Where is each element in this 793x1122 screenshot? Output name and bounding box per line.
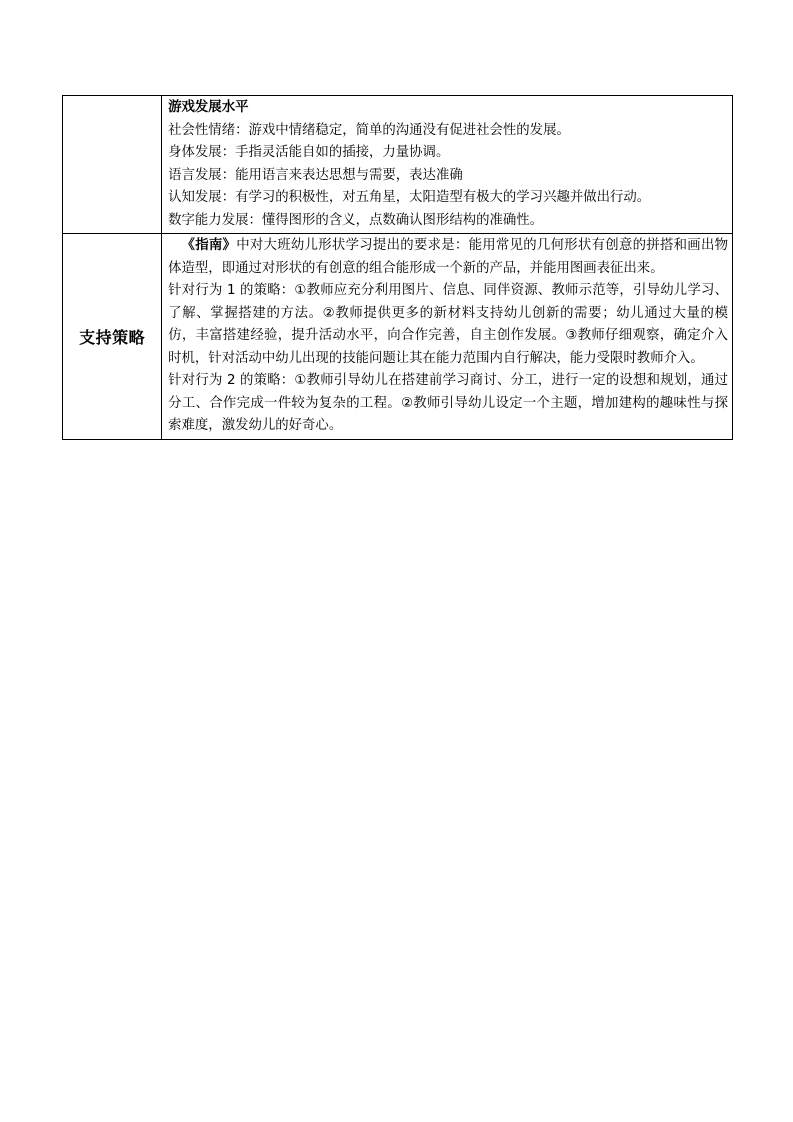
strategy-content-cell: [162, 234, 733, 440]
math-ability-line: 数字能力发展：懂得图形的含义，点数确认图形结构的准确性。: [168, 212, 544, 228]
table-row-development-level: [63, 96, 733, 234]
support-strategy-label: 支持策略: [79, 327, 146, 347]
social-emotion-line: 社会性情绪：游戏中情绪稳定，简单的沟通没有促进社会性的发展。: [168, 122, 570, 138]
section-heading: 游戏发展水平: [168, 100, 249, 115]
row-label-cell: [63, 234, 162, 440]
guideline-book-title: 《指南》: [181, 238, 237, 253]
observation-table: [62, 95, 733, 440]
guideline-text: 中对大班幼儿形状学习提出的要求是：能用常见的几何形状有创意的拼搭和画出物体造型，即通过对形状的有创意的组合能形成一个新的产品，并能用图画表征出来。: [168, 238, 729, 276]
strategy-1-paragraph: 针对行为 1 的策略：①教师应充分利用图片、信息、同伴资源、教师示范等，引导幼儿学习、了解、掌握搭建的方法。②教师提供更多的新材料支持幼儿创新的需要；幼儿通过大量的模仿，丰富搭建经验，提升活动水平，向合作完善，自主创作发展。③教师仔细观察，确定介入时机，针对活动中幼儿出现的技能问题让其在能力范围内自行解决，能力受限时教师介入。: [168, 283, 728, 366]
physical-line: 身体发展：手指灵活能自如的插接，力量协调。: [168, 145, 450, 160]
table-row-support-strategy: [63, 234, 733, 440]
guideline-paragraph: [168, 235, 728, 280]
development-content-cell: [162, 96, 733, 234]
row-label-cell-empty: [63, 96, 162, 234]
cognitive-line: 认知发展：有学习的积极性，对五角星，太阳造型有极大的学习兴趣并做出行动。: [168, 190, 651, 205]
strategy-2-paragraph: 针对行为 2 的策略：①教师引导幼儿在搭建前学习商讨、分工，进行一定的设想和规划，通过分工、合作完成一件较为复杂的工程。②教师引导幼儿设定一个主题，增加建构的趣味性与探索难度，激发幼儿的好奇心。: [168, 373, 728, 433]
language-line: 语言发展：能用语言来表达思想与需要，表达准确: [168, 167, 463, 183]
